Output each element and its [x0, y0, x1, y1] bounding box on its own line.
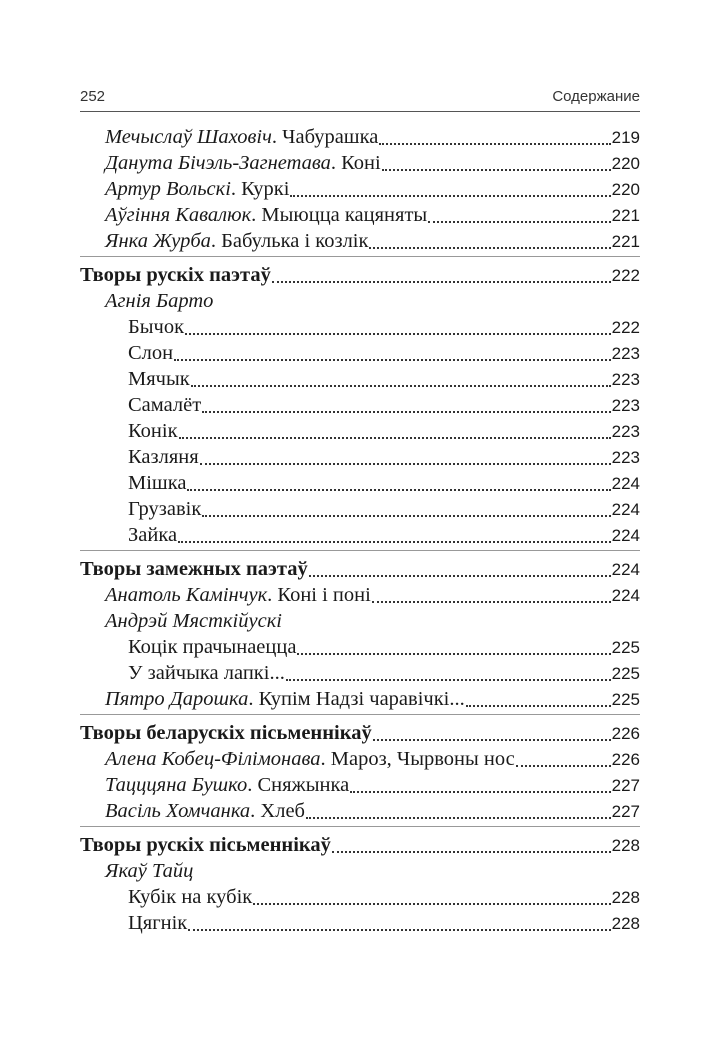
entry-title: У зайчыка лапкі...	[128, 662, 285, 684]
toc-entry[interactable]: Анатоль Камінчук. Коні і поні 224	[80, 582, 640, 608]
dot-leader	[202, 496, 610, 522]
entry-title: Бычок	[128, 316, 185, 338]
toc-sub-entry[interactable]	[80, 496, 640, 522]
entry-author: Аўгіння Кавалюк	[105, 204, 252, 226]
entry-title: Казляня	[128, 446, 199, 468]
toc-sub-entry[interactable]	[80, 392, 640, 418]
entry-title: Бабулька і козлік	[221, 230, 369, 252]
toc-sub-entry[interactable]	[80, 634, 640, 660]
entry-page: 220	[611, 154, 640, 173]
entry-page: 224	[611, 560, 640, 579]
entry-title: Слон	[128, 342, 174, 364]
toc-entry[interactable]: Мечыслаў Шаховіч. Чабурашка 219	[80, 124, 640, 150]
toc-group	[80, 124, 640, 254]
entry-title: Коні і поні	[277, 584, 371, 606]
entry-page: 225	[611, 664, 640, 683]
entry-author: Артур Вольскі	[105, 178, 231, 200]
toc-section-heading[interactable]	[80, 262, 640, 288]
dot-leader	[290, 176, 610, 202]
toc-sub-entry[interactable]	[80, 340, 640, 366]
dot-leader	[369, 228, 610, 254]
toc-sub-entry[interactable]	[80, 884, 640, 910]
toc-section-heading[interactable]	[80, 720, 640, 746]
entry-title: Сняжынка	[257, 774, 350, 796]
table-of-contents	[80, 124, 640, 936]
entry-author: Анатоль Камінчук	[105, 584, 268, 606]
entry-title: Коцік прачынаецца	[128, 636, 297, 658]
dot-leader	[188, 910, 610, 936]
dot-leader	[297, 634, 610, 660]
entry-page: 225	[611, 690, 640, 709]
entry-page: 228	[611, 888, 640, 907]
entry-page: 221	[611, 232, 640, 251]
entry-page: 223	[611, 396, 640, 415]
entry-author: Васіль Хомчанка	[105, 800, 251, 822]
entry-title: Самалёт	[128, 394, 202, 416]
entry-title: Мыюцца кацяняты	[261, 204, 428, 226]
entry-page: 224	[611, 526, 640, 545]
entry-title: Кубік на кубік	[128, 886, 253, 908]
toc-entry[interactable]: Васіль Хомчанка. Хлеб 227	[80, 798, 640, 824]
entry-title: Хлеб	[260, 800, 305, 822]
dot-leader	[272, 262, 611, 288]
entry-page: 227	[611, 802, 640, 821]
toc-sub-entry[interactable]	[80, 910, 640, 936]
entry-title: Цягнік	[128, 912, 188, 934]
entry-title: Коні	[341, 152, 381, 174]
entry-title: Купім Надзі чаравічкі...	[258, 688, 465, 710]
dot-leader	[202, 392, 610, 418]
entry-author: Янка Журба	[105, 230, 211, 252]
dot-leader	[379, 124, 610, 150]
dot-leader	[191, 366, 611, 392]
entry-page: 228	[611, 914, 640, 933]
dot-leader	[382, 150, 611, 176]
author-line: Андрэй Мясткійускі	[105, 610, 282, 632]
dot-leader	[332, 832, 611, 858]
entry-author: Алена Кобец-Філімонава	[105, 748, 321, 770]
entry-page: 224	[611, 500, 640, 519]
toc-sub-entry[interactable]	[80, 660, 640, 686]
toc-sub-entry[interactable]	[80, 470, 640, 496]
entry-title: Мішка	[128, 472, 187, 494]
dot-leader	[309, 556, 611, 582]
entry-page: 224	[611, 586, 640, 605]
dot-leader	[187, 470, 610, 496]
dot-leader	[428, 202, 610, 228]
entry-author: Пятро Дарошка	[105, 688, 249, 710]
toc-entry[interactable]: Аўгіння Кавалюк. Мыюцца кацяняты 221	[80, 202, 640, 228]
dot-leader	[286, 660, 611, 686]
dot-leader	[372, 582, 611, 608]
toc-group	[80, 829, 640, 936]
entry-page: 227	[611, 776, 640, 795]
entry-page: 221	[611, 206, 640, 225]
entry-title: Грузавік	[128, 498, 202, 520]
toc-sub-entry[interactable]	[80, 314, 640, 340]
author-line: Агнія Барто	[105, 290, 214, 312]
dot-leader	[466, 686, 611, 712]
page-number: 252	[80, 88, 106, 105]
toc-group	[80, 259, 640, 548]
toc-sub-entry[interactable]	[80, 444, 640, 470]
toc-entry[interactable]: Пятро Дарошка. Купім Надзі чаравічкі... 225	[80, 686, 640, 712]
dot-leader	[174, 340, 611, 366]
entry-author: Данута Бічэль-Загнетава	[105, 152, 331, 174]
dot-leader	[350, 772, 610, 798]
running-header	[80, 88, 640, 110]
toc-entry[interactable]: Алена Кобец-Філімонава. Мароз, Чырвоны нос 226	[80, 746, 640, 772]
entry-author: Мечыслаў Шаховіч	[105, 126, 272, 148]
entry-title: Чабурашка	[282, 126, 379, 148]
entry-title: Куркі	[241, 178, 290, 200]
toc-entry[interactable]: Тацццяна Бушко. Сняжынка 227	[80, 772, 640, 798]
section-title: Содержание	[552, 88, 640, 105]
dot-leader	[373, 720, 611, 746]
toc-sub-entry[interactable]	[80, 418, 640, 444]
dot-leader	[185, 314, 611, 340]
dot-leader	[179, 418, 611, 444]
entry-page: 223	[611, 422, 640, 441]
entry-page: 220	[611, 180, 640, 199]
toc-sub-entry[interactable]	[80, 522, 640, 548]
section-heading-title: Творы замежных паэтаў	[80, 558, 308, 580]
toc-section-heading[interactable]	[80, 556, 640, 582]
entry-page: 224	[611, 474, 640, 493]
entry-title: Мячык	[128, 368, 190, 390]
toc-sub-entry[interactable]	[80, 366, 640, 392]
section-heading-title: Творы рускіх паэтаў	[80, 264, 271, 286]
toc-group	[80, 553, 640, 712]
section-heading-title: Творы рускіх пісьменнікаў	[80, 834, 331, 856]
entry-page: 228	[611, 836, 640, 855]
entry-page: 219	[611, 128, 640, 147]
entry-page: 222	[611, 318, 640, 337]
entry-page: 225	[611, 638, 640, 657]
dot-leader	[178, 522, 611, 548]
dot-leader	[200, 444, 611, 470]
toc-group	[80, 717, 640, 824]
toc-section-heading[interactable]	[80, 832, 640, 858]
entry-title: Мароз, Чырвоны нос	[330, 748, 515, 770]
toc-entry[interactable]: Данута Бічэль-Загнетава. Коні 220	[80, 150, 640, 176]
entry-page: 222	[611, 266, 640, 285]
entry-page: 223	[611, 370, 640, 389]
entry-page: 226	[611, 724, 640, 743]
dot-leader	[306, 798, 611, 824]
entry-page: 226	[611, 750, 640, 769]
entry-page: 223	[611, 448, 640, 467]
entry-title: Зайка	[128, 524, 178, 546]
entry-author: Тацццяна Бушко	[105, 774, 248, 796]
entry-title: Конік	[128, 420, 178, 442]
section-heading-title: Творы беларускіх пісьменнікаў	[80, 722, 372, 744]
toc-entry[interactable]: Артур Вольскі. Куркі 220	[80, 176, 640, 202]
entry-page: 223	[611, 344, 640, 363]
dot-leader	[516, 746, 611, 772]
dot-leader	[253, 884, 610, 910]
author-line: Якаў Тайц	[105, 860, 194, 882]
header-divider	[80, 111, 640, 112]
toc-entry[interactable]: Янка Журба. Бабулька і козлік 221	[80, 228, 640, 254]
